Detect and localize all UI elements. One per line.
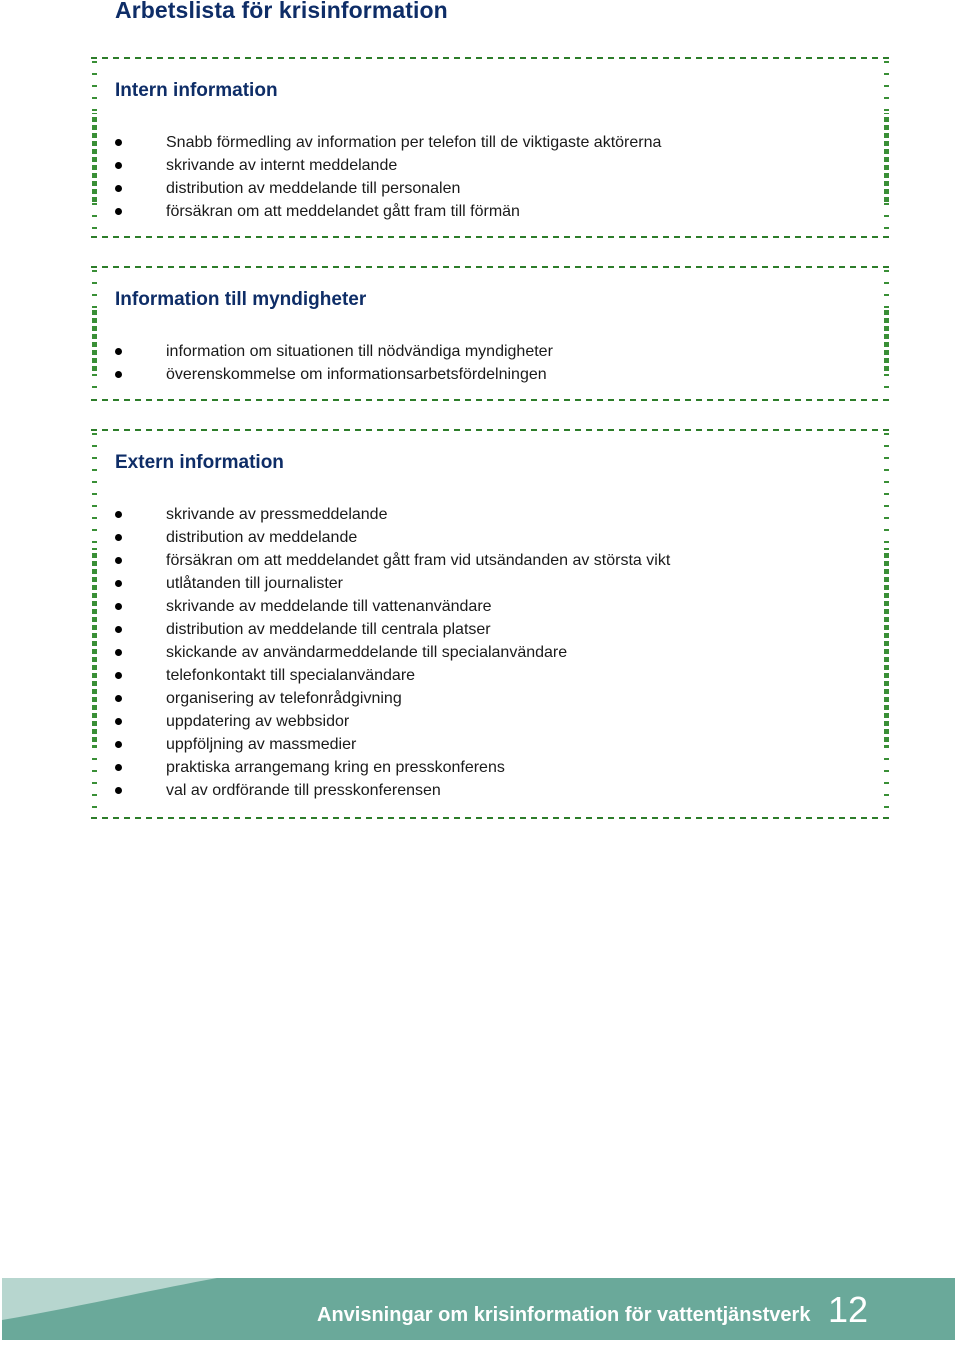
bullet-icon bbox=[115, 695, 122, 702]
frame-left-border bbox=[92, 270, 97, 397]
bullet-icon bbox=[115, 557, 122, 564]
bullet-icon bbox=[115, 185, 122, 192]
bullet-icon bbox=[115, 348, 122, 355]
section-heading: Intern information bbox=[115, 80, 278, 101]
list-item-text: utlåtanden till journalister bbox=[166, 575, 343, 592]
list-item-text: försäkran om att meddelandet gått fram till förmän bbox=[166, 203, 520, 220]
section-heading: Information till myndigheter bbox=[115, 289, 367, 310]
page-number: 12 bbox=[828, 1289, 869, 1330]
frame-bottom-border bbox=[91, 399, 889, 401]
bullet-icon bbox=[115, 764, 122, 771]
list-item-text: distribution av meddelande bbox=[166, 529, 358, 546]
section-extern-information bbox=[91, 429, 889, 819]
bullet-icon bbox=[115, 208, 122, 215]
footer-title: Anvisningar om krisinformation för vattentjänstverk bbox=[317, 1304, 811, 1326]
frame-left-border bbox=[92, 61, 97, 234]
list-item-text: information om situationen till nödvändiga myndigheter bbox=[166, 343, 553, 360]
bullet-icon bbox=[115, 511, 122, 518]
list-item-text: uppdatering av webbsidor bbox=[166, 713, 350, 730]
bullet-icon bbox=[115, 534, 122, 541]
frame-right-border bbox=[884, 433, 889, 815]
list-item-text: uppföljning av massmedier bbox=[166, 736, 357, 753]
frame-bottom-border bbox=[91, 817, 889, 819]
list-item-text: val av ordförande till presskonferensen bbox=[166, 782, 441, 799]
bullet-icon bbox=[115, 603, 122, 610]
frame-top-border bbox=[91, 57, 889, 59]
list-item-text: överenskommelse om informationsarbetsfördelningen bbox=[166, 366, 547, 383]
bullet-icon bbox=[115, 626, 122, 633]
bullet-icon bbox=[115, 580, 122, 587]
frame-right-border bbox=[884, 61, 889, 234]
bullet-icon bbox=[115, 649, 122, 656]
frame-left-border bbox=[92, 433, 97, 815]
list-item-text: organisering av telefonrådgivning bbox=[166, 690, 402, 707]
bullet-icon bbox=[115, 741, 122, 748]
list-item-text: skickande av användarmeddelande till specialanvändare bbox=[166, 644, 568, 661]
list-item-text: skrivande av meddelande till vattenanvändare bbox=[166, 598, 492, 615]
list-item-text: praktiska arrangemang kring en presskonferens bbox=[166, 759, 505, 776]
bullet-icon bbox=[115, 718, 122, 725]
bullet-icon bbox=[115, 672, 122, 679]
list-item-text: försäkran om att meddelandet gått fram vid utsändanden av största vikt bbox=[166, 552, 671, 569]
list-item-text: telefonkontakt till specialanvändare bbox=[166, 667, 416, 684]
list-item-text: distribution av meddelande till personalen bbox=[166, 180, 461, 197]
section-heading: Extern information bbox=[115, 452, 284, 473]
page-title: Arbetslista för krisinformation bbox=[115, 0, 448, 23]
frame-bottom-border bbox=[91, 236, 889, 238]
list-item-text: distribution av meddelande till centrala platser bbox=[166, 621, 491, 638]
list-item-text: skrivande av internt meddelande bbox=[166, 157, 398, 174]
frame-right-border bbox=[884, 270, 889, 397]
list-item-text: skrivande av pressmeddelande bbox=[166, 506, 388, 523]
section-intern-information bbox=[91, 57, 889, 238]
bullet-icon bbox=[115, 162, 122, 169]
frame-top-border bbox=[91, 266, 889, 268]
list-item-text: Snabb förmedling av information per telefon till de viktigaste aktörerna bbox=[166, 134, 662, 151]
bullet-icon bbox=[115, 139, 122, 146]
bullet-icon bbox=[115, 787, 122, 794]
frame-top-border bbox=[91, 429, 889, 431]
section-information-till-myndigheter bbox=[91, 266, 889, 401]
bullet-icon bbox=[115, 371, 122, 378]
